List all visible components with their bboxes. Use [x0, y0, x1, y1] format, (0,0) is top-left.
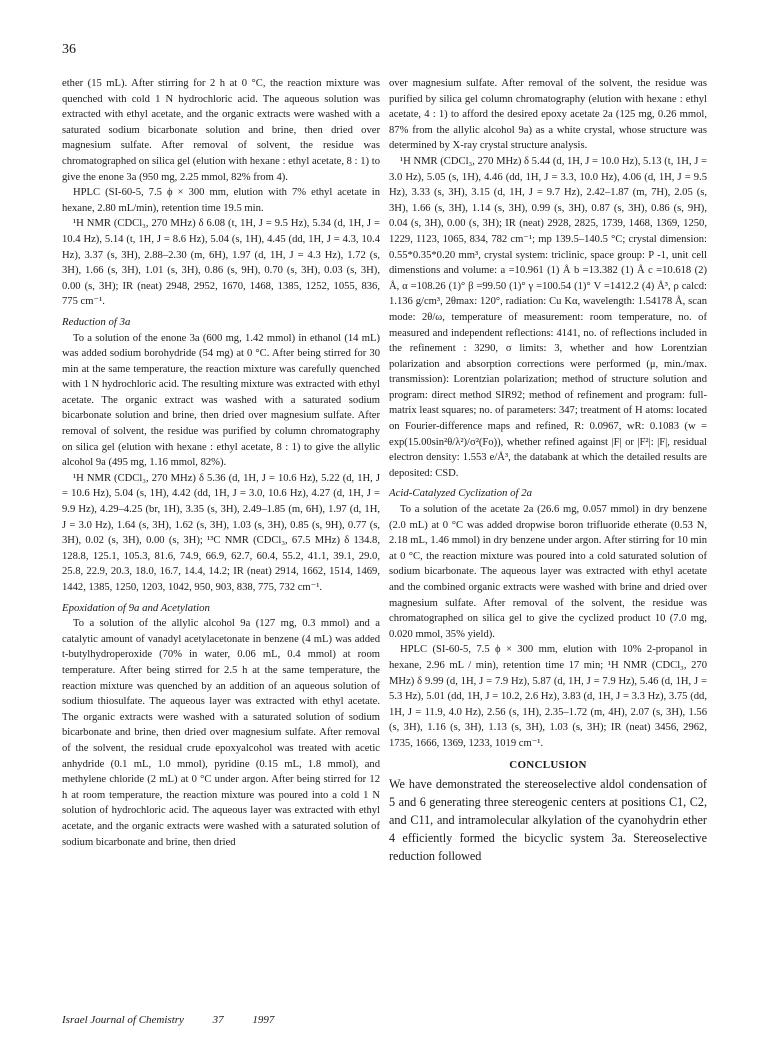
left-column [62, 76, 380, 850]
section-heading: Acid-Catalyzed Cyclization of 2a [389, 487, 533, 500]
section-heading: Reduction of 3a [62, 315, 131, 328]
paragraph: To a solution of the enone 3a (600 mg, 1.42 mmol) in ethanol (14 mL) was added sodium borohydride (54 mg) at 0 °C. After being stirred for 30 min at the same temperature, the reaction mixture was carefully quenched with 1 N hydrochloric acid. The resulting mixture was extracted with ethyl acetate. The organic extract was washed with a saturated sodium bicarbonate solution and brine, then dried over magnesium sulfate. After removal of solvent, the residue was purified by column chromatography on silica gel (elution with hexane : ethyl acetate, 8 : 1) to give the allylic alcohol 9a (495 mg, 1.16 mmol, 82%). [62, 332, 380, 469]
paragraph: HPLC (SI-60-5, 7.5 ϕ × 300 mm, elution with 10% 2-propanol in hexane, 2.96 mL / min), retention time 17 min; ¹H NMR (CDCl₃, 270 MHz) δ 9.99 (d, 1H, J = 7.9 Hz), 5.87 (d, 1H, J = 7.9 Hz), 5.46 (d, 1H, J = 5.3 Hz), 5.01 (dd, 1H, J = 10.2, 2.6 Hz), 3.83 (d, 1H, J = 3.3 Hz), 3.75 (dd, 1H, J = 11.9, 4.0 Hz), 2.56 (s, 1H), 2.35–1.72 (m, 4H), 2.07 (s, 3H), 1.56 (s, 3H), 1.16 (s, 3H), 1.13 (s, 3H), 1.03 (s, 3H); IR (neat) 3456, 2962, 1735, 1666, 1369, 1233, 1019 cm⁻¹. [389, 644, 707, 749]
paragraph: HPLC (SI-60-5, 7.5 ϕ × 300 mm, elution with 7% ethyl acetate in hexane, 2.80 mL/min), retention time 19.5 min. [62, 187, 380, 214]
journal-year: 1997 [252, 1014, 275, 1026]
page-footer [62, 1014, 300, 1026]
right-column [389, 76, 707, 865]
paragraph: ¹H NMR (CDCl₃, 270 MHz) δ 5.44 (d, 1H, J = 10.0 Hz), 5.13 (t, 1H, J = 3.0 Hz), 5.05 (s, 1H), 4.46 (dd, 1H, J = 3.3, 10.0 Hz), 4.06 (d, 1H, J = 9.5 Hz), 3.33 (s, 3H), 3.15 (d, 1H, J = 9.7 Hz), 2.42–1.87 (m, 7H), 2.05 (s, 3H), 1.66 (s, 3H), 1.14 (s, 3H), 0.99 (s, 3H), 0.87 (s, 3H), 0.86 (s, 9H), 0.04 (s, 3H), 0.00 (s, 3H); IR (neat) 2928, 2825, 1739, 1468, 1369, 1250, 1229, 1123, 1065, 834, 782 cm⁻¹; mp 139.5–140.5 °C; crystal dimension: 0.55*0.35*0.20 mm³, crystal system: triclinic, space group: P -1, unit cell dimenstions and volume: a =10.961 (1) Å b =13.382 (1) Å c =10.618 (2) Å, α =108.26 (1)° β =99.50 (1)° γ =100.54 (1)° V =1412.2 (4) Å³, ρ calcd: 1.136 g/cm³, 2θmax: 120°, radiation: Cu Kα, wavelength: 1.54178 Å, scan mode: 2θ/ω, temperature of measurement: room temperature, no. of measured and independent reflections: 4141, no. of reflections included in the refinement : 3290, σ limits: 3, whether and how Lorentzian polarization and absorption corrections were performed (μ, min./max. transmission): Lorentzian polarization; method of structure solution and program: direct method SIR92; method of refinement and program: full-matrix least squares; no. of parameters: 347; treatment of H atoms: located on Fourier-difference maps and refined, R: 0.0967, wR: 0.1083 (w = exp(15.00sin²θ/λ²)/σ²(Fo)), whether refined against |F| or |F²|: |F|, residual electron density: 1.553 e/Å³, the databank at which the detailed results are deposited: CSD. [389, 155, 707, 479]
conclusion-heading: CONCLUSION [509, 758, 587, 771]
paragraph: To a solution of the acetate 2a (26.6 mg, 0.057 mmol) in dry benzene (2.0 mL) at 0 °C was added dropwise boron trifluoride etherate (0.53 N, 2.18 mL, 1.46 mmol) in dry benzene under argon. After stirring for 10 min at 0 °C, the reaction mixture was poured into a cold saturated solution of sodium bicarbonate. The aqueous layer was extracted with ethyl acetate and the combined organic extracts were washed with brine and dried over magnesium sulfate. After removal of the solvent, the residue was chromatographed on silica gel to give the cyclized product 10 (7.0 mg, 0.020 mmol, 35% yield). [389, 504, 707, 640]
section-heading: Epoxidation of 9a and Acetylation [62, 601, 210, 614]
paragraph: ¹H NMR (CDCl₃, 270 MHz) δ 5.36 (d, 1H, J = 10.6 Hz), 5.22 (d, 1H, J = 10.6 Hz), 5.04 (s, 1H), 4.42 (dd, 1H, J = 3.0, 10.6 Hz), 4.27 (d, 1H, J = 9.9 Hz), 4.29–4.25 (br, 1H), 3.35 (s, 3H), 2.49–1.85 (m, 6H), 1.97 (d, 1H, J = 3.0 Hz), 1.64 (s, 3H), 1.62 (s, 3H), 1.03 (s, 3H), 0.85 (s, 9H), 0.77 (s, 3H), 0.02 (s, 3H), 0.00 (s, 3H); ¹³C NMR (CDCl₃, 67.5 MHz) δ 134.8, 128.8, 125.1, 105.3, 81.6, 74.9, 66.9, 62.7, 60.4, 55.2, 41.1, 39.1, 29.0, 25.8, 22.9, 20.3, 18.0, 16.7, 14.4, 14.2; IR (neat) 2914, 1662, 1514, 1469, 1442, 1385, 1250, 1203, 1042, 950, 903, 838, 775, 732 cm⁻¹. [62, 472, 380, 593]
page-number: 36 [62, 42, 76, 57]
paragraph: ¹H NMR (CDCl₃, 270 MHz) δ 6.08 (t, 1H, J = 9.5 Hz), 5.34 (d, 1H, J = 10.4 Hz), 5.14 (t, 1H, J = 8.6 Hz), 5.04 (s, 1H), 4.45 (dd, 1H, J = 4.3, 10.4 Hz), 3.37 (s, 3H), 2.88–2.30 (m, 6H), 1.97 (d, 1H, J = 4.3 Hz), 1.72 (s, 3H), 1.66 (s, 3H), 1.01 (s, 3H), 0.86 (s, 9H), 0.70 (s, 3H), 0.03 (s, 3H), 0.00 (s, 3H); IR (neat) 2948, 2952, 1670, 1468, 1385, 1252, 1055, 836, 775 cm⁻¹. [62, 218, 380, 308]
paragraph: over magnesium sulfate. After removal of the solvent, the residue was purified by silica gel column chromatography (elution with hexane : ethyl acetate, 4 : 1) to afford the desired epoxy acetate 2a (125 mg, 0.26 mmol, 87% from the allylic alcohol 9a) as a white crystal, whose structure was determined by X-ray crystal structure analysis. [389, 78, 707, 152]
paragraph: ether (15 mL). After stirring for 2 h at 0 °C, the reaction mixture was quenched with cold 1 N hydrochloric acid. The aqueous solution was extracted with ethyl acetate, and the organic extracts were washed with a saturated sodium bicarbonate solution and brine, then dried over magnesium sulfate. After removal of solvent, the residue was chromatographed on silica gel (elution with hexane : ethyl acetate, 8 : 1) to give the enone 3a (950 mg, 2.25 mmol, 82% from 4). [62, 78, 380, 183]
paragraph: To a solution of the allylic alcohol 9a (127 mg, 0.3 mmol) and a catalytic amount of vanadyl acetylacetonate in benzene (4 mL) was added t-butylhydroperoxide (70% in water, 0.06 mL, 0.4 mmol) at room temperature. After being stirred for 2.5 h at the same temperature, the reaction mixture was quenched by an addition of an aqueous solution of sodium thiosulfate. The aqueous layer was extracted with ethyl acetate. The organic extracts were washed with a saturated solution of sodium bicarbonate and brine, then dried over magnesium sulfate. After removal of the solvent, the residual crude epoxyalcohol was treated with acetic anhydride (0.1 mL, 1.0 mmol), pyridine (0.15 mL, 1.8 mmol), and methylene chloride (2 mL) at 0 °C under argon. After being stirred for 12 h at room temperature, the reaction mixture was poured into a cold 1 N solution of hydrochloric acid. The aqueous layer was extracted with ethyl acetate, and the organic extracts were washed with a saturated solution of sodium bicarbonate and brine, then dried [62, 618, 380, 848]
journal-name: Israel Journal of Chemistry [62, 1014, 184, 1026]
paragraph: We have demonstrated the stereoselective aldol condensation of 5 and 6 generating three stereogenic centers at positions C1, C2, and C11, and intramolecular alkylation of the cyanohydrin ether 4 efficiently formed the bicyclic system 3a. Stereoselective reduction followed [389, 777, 707, 864]
journal-volume: 37 [212, 1014, 224, 1026]
